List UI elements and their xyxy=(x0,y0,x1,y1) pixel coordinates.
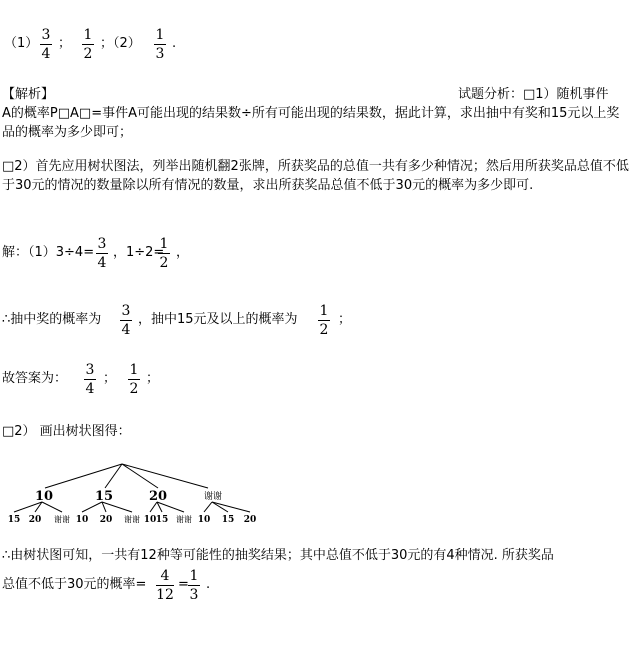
fraction-4-12: 4 12 xyxy=(156,568,174,603)
tree-node-10: 10 xyxy=(34,489,54,504)
tree-leaf: 10 xyxy=(197,515,211,525)
therefore-text-a: ∴抽中奖的概率为 xyxy=(2,312,102,327)
conclusion-equals: = xyxy=(178,577,189,592)
tree-leaf: 15 xyxy=(7,515,21,525)
tree-node-15: 15 xyxy=(94,489,114,504)
fraction-1-2: 1 2 xyxy=(129,362,139,397)
solution-prefix: 解：（1）3÷4= xyxy=(2,245,95,260)
analysis-label: 试题分析：□1）随机事件 xyxy=(458,87,609,102)
fraction-1-3: 1 3 xyxy=(189,568,199,603)
tree-leaf: 15 xyxy=(221,515,235,525)
tree-leaf: 20 xyxy=(243,515,257,525)
analysis-part2: □2）首先应用树状图法，列举出随机翻2张牌，所获奖品的总值一共有多少种情况；然后用所获奖品总值不低于30元的情况的数量除以所有情况的数量，求出所获奖品总值不低于30元的概率为多少即可. xyxy=(2,159,629,193)
tree-leaf: 10 xyxy=(143,515,157,525)
tree-leaf: 谢谢 xyxy=(176,515,192,524)
therefore-end: ； xyxy=(338,312,352,327)
tree-leaf: 谢谢 xyxy=(54,515,70,524)
answer-end: ； xyxy=(146,371,160,386)
answer-part1-prefix: （1） xyxy=(4,36,39,51)
tree-node-thanks: 谢谢 xyxy=(203,492,223,502)
fraction-1-3: 1 3 xyxy=(155,27,165,62)
solution-mid: ，1÷2= xyxy=(113,245,165,260)
conclusion-line2: 总值不低于30元的概率= xyxy=(2,577,147,592)
fraction-1-2: 1 2 xyxy=(83,27,93,62)
conclusion-end: . xyxy=(206,577,211,592)
tree-leaf: 15 xyxy=(155,515,169,525)
separator: ； xyxy=(58,36,72,51)
therefore-text-b: ，抽中15元及以上的概率为 xyxy=(138,312,298,327)
fraction-1-2: 1 2 xyxy=(319,303,329,338)
fraction-3-4: 3 4 xyxy=(121,303,131,338)
conclusion-line1: ∴由树状图可知，一共有12种等可能性的抽奖结果；其中总值不低于30元的有4种情况. 所获奖品 xyxy=(2,548,554,563)
period: . xyxy=(172,36,177,51)
fraction-3-4: 3 4 xyxy=(85,362,95,397)
tree-leaf: 20 xyxy=(99,515,113,525)
analysis-title: 【解析】 xyxy=(2,87,55,102)
fraction-1-2: 1 2 xyxy=(159,236,169,271)
answer-part2-prefix: ；（2） xyxy=(100,36,141,51)
answer-label: 故答案为： xyxy=(2,371,68,386)
tree-leaf: 10 xyxy=(75,515,89,525)
tree-node-20: 20 xyxy=(148,489,168,504)
tree-leaf: 20 xyxy=(28,515,42,525)
solution-end: ， xyxy=(176,245,190,260)
fraction-3-4: 3 4 xyxy=(97,236,107,271)
fraction-3-4: 3 4 xyxy=(41,27,51,62)
part2-heading: □2） 画出树状图得： xyxy=(2,424,131,439)
answer-separator: ； xyxy=(103,371,117,386)
tree-diagram xyxy=(0,460,270,530)
tree-leaf: 谢谢 xyxy=(124,515,140,524)
analysis-text: A的概率P□A□=事件A可能出现的结果数÷所有可能出现的结果数，据此计算，求出抽中有奖和15元以上奖品的概率为多少即可； xyxy=(2,106,620,140)
